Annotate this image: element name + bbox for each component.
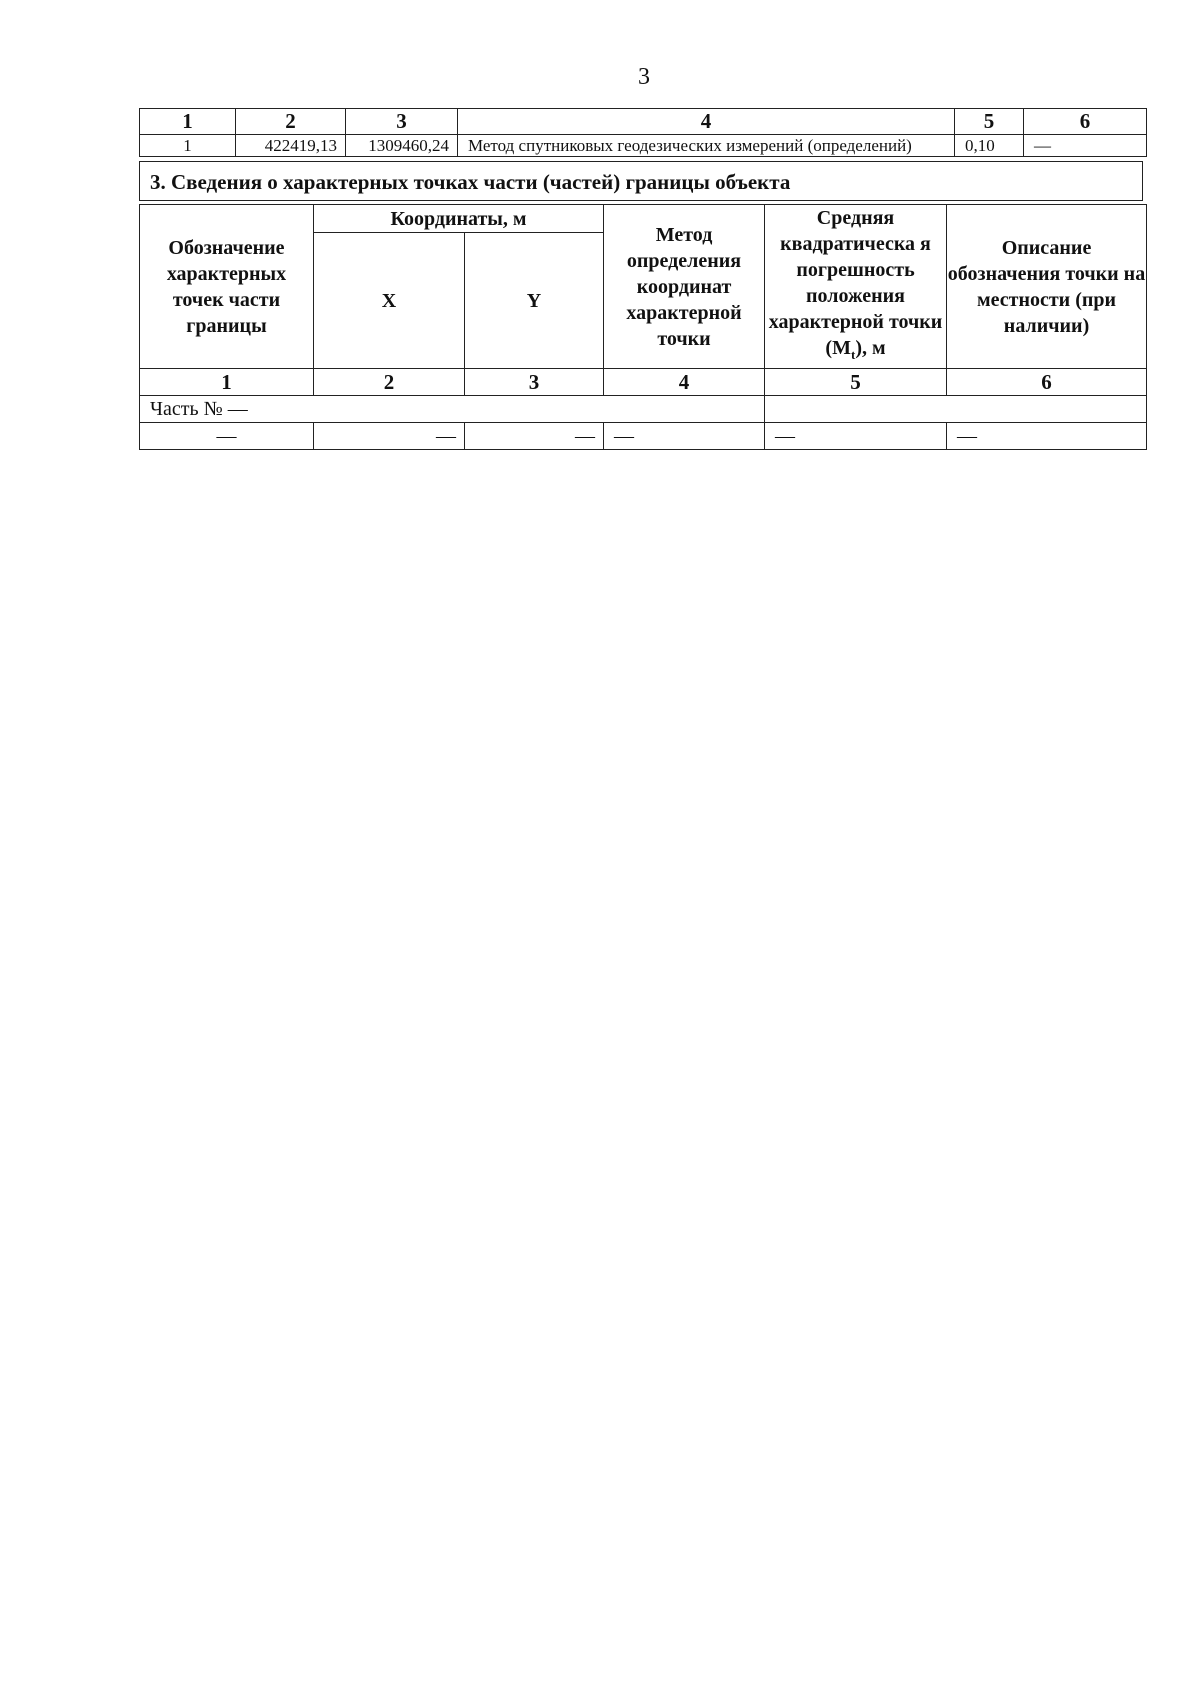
empty-accuracy-cell: —: [765, 423, 947, 450]
header-cell: 6: [1024, 109, 1147, 135]
x-coordinate-cell: 422419,13: [236, 135, 346, 157]
coordinates-table-continuation: [139, 108, 1147, 157]
table-row: [140, 135, 1147, 157]
description-cell: —: [1024, 135, 1147, 157]
header-cell: 4: [458, 109, 955, 135]
column-number: 3: [465, 369, 604, 396]
method-cell: Метод спутниковых геодезических измерений (определений): [458, 135, 955, 157]
empty-method-cell: —: [604, 423, 765, 450]
y-header: Y: [465, 233, 604, 369]
part-empty-cell: [765, 396, 1147, 423]
part-points-table: [139, 204, 1147, 450]
point-cell: 1: [140, 135, 236, 157]
header-cell: 3: [346, 109, 458, 135]
section-title: 3. Сведения о характерных точках части (частей) границы объекта: [139, 161, 1143, 201]
table-row: [140, 423, 1147, 450]
page-number: 3: [638, 64, 650, 90]
accuracy-header: [765, 205, 947, 369]
column-number: 1: [140, 369, 314, 396]
empty-y-cell: —: [465, 423, 604, 450]
column-number: 4: [604, 369, 765, 396]
header-cell: 5: [955, 109, 1024, 135]
column-number: 6: [947, 369, 1147, 396]
accuracy-cell: 0,10: [955, 135, 1024, 157]
table-header-row: [140, 109, 1147, 135]
header-cell: 1: [140, 109, 236, 135]
header-cell: 2: [236, 109, 346, 135]
column-number: 2: [314, 369, 465, 396]
method-header: Метод определения координат характерной точки: [604, 205, 765, 369]
empty-x-cell: —: [314, 423, 465, 450]
designation-header: Обозначение характерных точек части границы: [140, 205, 314, 369]
empty-description-cell: —: [947, 423, 1147, 450]
description-header: Описание обозначения точки на местности (при наличии): [947, 205, 1147, 369]
accuracy-header-text: Средняя квадратическа я погрешность положения характерной точки (M: [768, 207, 943, 359]
column-number-row: [140, 369, 1147, 396]
y-coordinate-cell: 1309460,24: [346, 135, 458, 157]
x-header: X: [314, 233, 465, 369]
accuracy-header-subscript: t: [850, 347, 856, 362]
empty-point-cell: —: [140, 423, 314, 450]
accuracy-header-tail: ), м: [855, 337, 886, 359]
coordinates-header: Координаты, м: [314, 205, 604, 233]
part-label: Часть № —: [140, 396, 765, 423]
column-number: 5: [765, 369, 947, 396]
part-row: [140, 396, 1147, 423]
